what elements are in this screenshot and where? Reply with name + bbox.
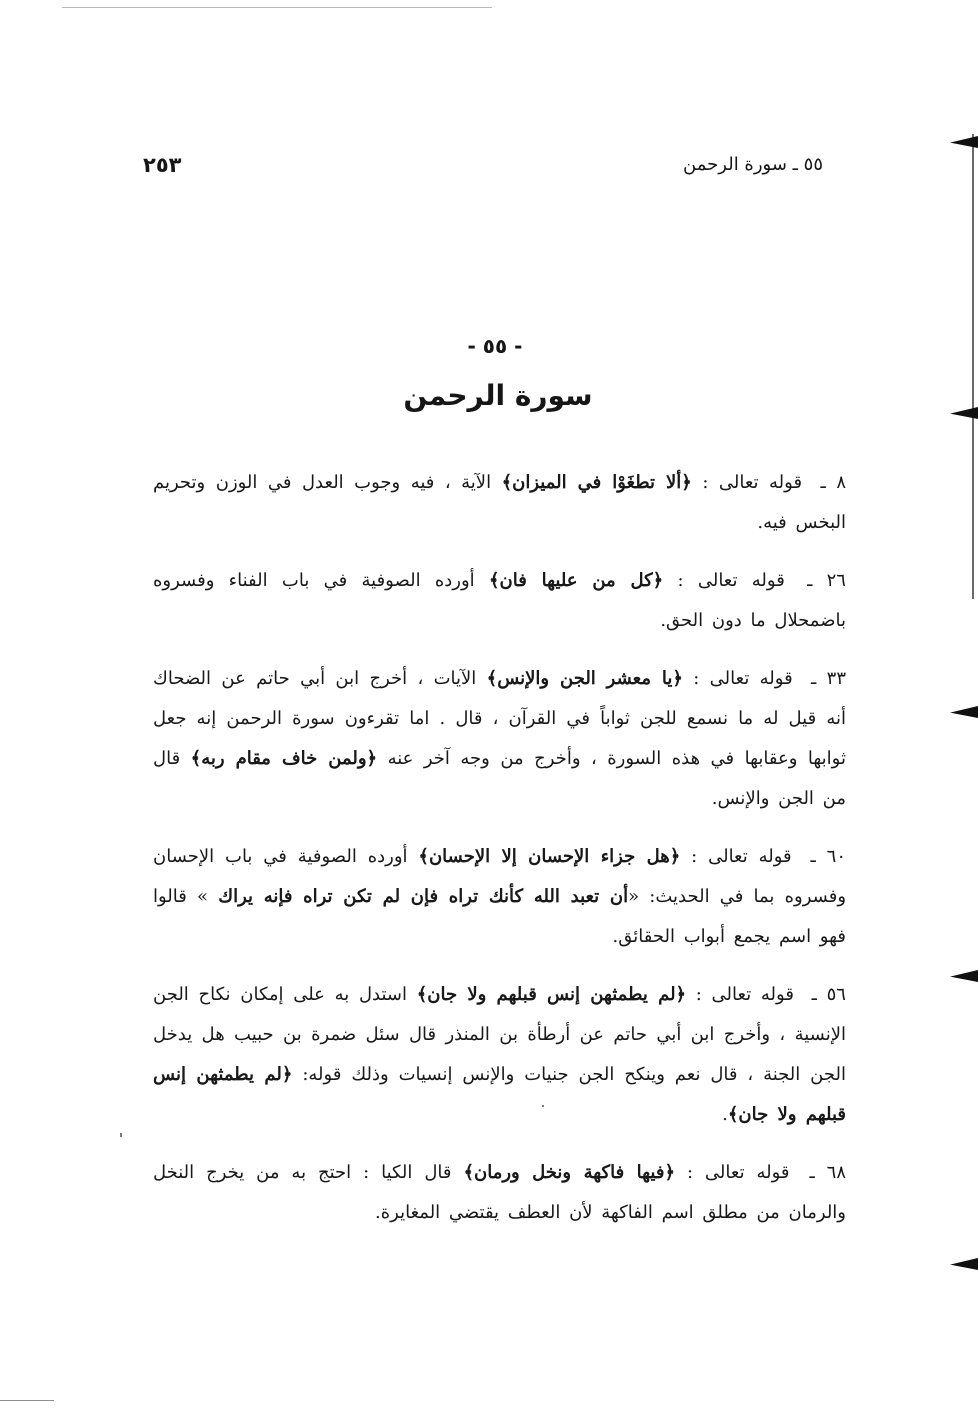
- chapter-number: - ٥٥ -: [467, 334, 523, 358]
- page-number: ٢٥٣: [143, 153, 182, 177]
- commentary-entry: [153, 837, 846, 957]
- running-title: ٥٥ ـ سورة الرحمن: [683, 154, 823, 175]
- quran-quote: ﴿فيها فاكهة ونخل ورمان﴾: [463, 1162, 676, 1183]
- commentary-entry: [153, 659, 846, 819]
- running-head: [143, 151, 823, 179]
- entry-lead: قوله تعالى :: [693, 668, 793, 689]
- entry-text: الآية ، فيه وجوب العدل في الوزن وتحريم البخس فيه.: [153, 472, 846, 533]
- commentary-entry: [153, 1153, 846, 1233]
- page-edge-mark: [950, 970, 978, 982]
- entry-lead: قوله تعالى :: [691, 846, 792, 867]
- verse-number: ٣٣ ـ: [811, 668, 846, 689]
- quran-quote: ﴿يا معشر الجن والإنس﴾: [486, 668, 683, 689]
- quran-quote: ﴿كل من عليها فان﴾: [488, 570, 664, 591]
- page-edge-mark: [950, 407, 978, 419]
- entry-text: قال الكيا : احتج به من يخرج النخل والرمان من مطلق اسم الفاكهة لأن العطف يقتضي المغايرة.: [153, 1162, 846, 1223]
- entry-text: أورده الصوفية في باب الفناء وفسروه باضمحلال ما دون الحق.: [153, 570, 846, 631]
- quran-quote: ﴿هل جزاء الإحسان إلا الإحسان﴾: [418, 846, 681, 867]
- scan-fleck: [542, 1105, 544, 1107]
- entry-text: » قالوا فهو اسم يجمع أبواب الحقائق.: [153, 886, 846, 947]
- bottom-scan-line: [0, 1400, 54, 1401]
- entry-text: استدل به على إمكان نكاح الجن الإنسية ، وأخرج ابن أبي حاتم عن أرطأة بن المنذر قال سئل ضمرة بن حبيب هل يدخل الجن الجنة ، قال نعم وينكح الجن جنيات والإنس إنسيات وذلك قوله:: [153, 984, 846, 1085]
- entry-lead: قوله تعالى :: [686, 1162, 790, 1183]
- page-edge-mark: [950, 1258, 978, 1270]
- commentary-list: [153, 445, 846, 1233]
- entry-text: الآيات ، أخرج ابن أبي حاتم عن الضحاك أنه قيل له ما نسمع للجن ثواباً في القرآن ، قال . اما تقرءون سورة الرحمن إنه جعل ثوابها وعقابها في هذه السورة ، وأخرج من وجه آخر عنه: [153, 668, 846, 769]
- top-scan-line: [62, 7, 492, 8]
- verse-number: ٢٦ ـ: [807, 570, 846, 591]
- quran-quote: ﴿لم يطمثهن إنس قبلهم ولا جان﴾: [416, 984, 687, 1005]
- commentary-entry: [153, 975, 846, 1135]
- verse-number: ٨ ـ: [820, 472, 846, 493]
- verse-number: ٦٠ ـ: [810, 846, 846, 867]
- scan-fleck: [120, 1133, 122, 1137]
- commentary-entry: [153, 463, 846, 543]
- quran-quote: ﴿ولمن خاف مقام ربه﴾: [190, 748, 378, 769]
- quran-quote: ﴿ألا تطغَوْا في الميزان﴾: [501, 472, 692, 493]
- entry-text: أورده الصوفية في باب الإحسان وفسروه بما في الحديث: «: [153, 846, 847, 907]
- commentary-entry: [153, 561, 846, 641]
- entry-lead: قوله تعالى :: [695, 984, 794, 1005]
- binding-strip: [972, 134, 974, 599]
- chapter-title: سورة الرحمن: [403, 379, 593, 412]
- page-edge-mark: [950, 136, 978, 148]
- entry-lead: قوله تعالى :: [677, 570, 785, 591]
- quran-quote: ﴿لم يطمثهن إنس قبلهم ولا جان﴾: [153, 1064, 846, 1125]
- entry-lead: قوله تعالى :: [702, 472, 803, 493]
- entry-text: قال من الجن والإنس.: [153, 748, 846, 809]
- page-edge-mark: [950, 706, 978, 718]
- entry-text: .: [722, 1104, 728, 1125]
- verse-number: ٥٦ ـ: [811, 984, 846, 1005]
- verse-number: ٦٨ ـ: [809, 1162, 846, 1183]
- hadith-quote: أن تعبد الله كأنك تراه فإن لم تكن تراه فإنه يراك: [218, 886, 629, 907]
